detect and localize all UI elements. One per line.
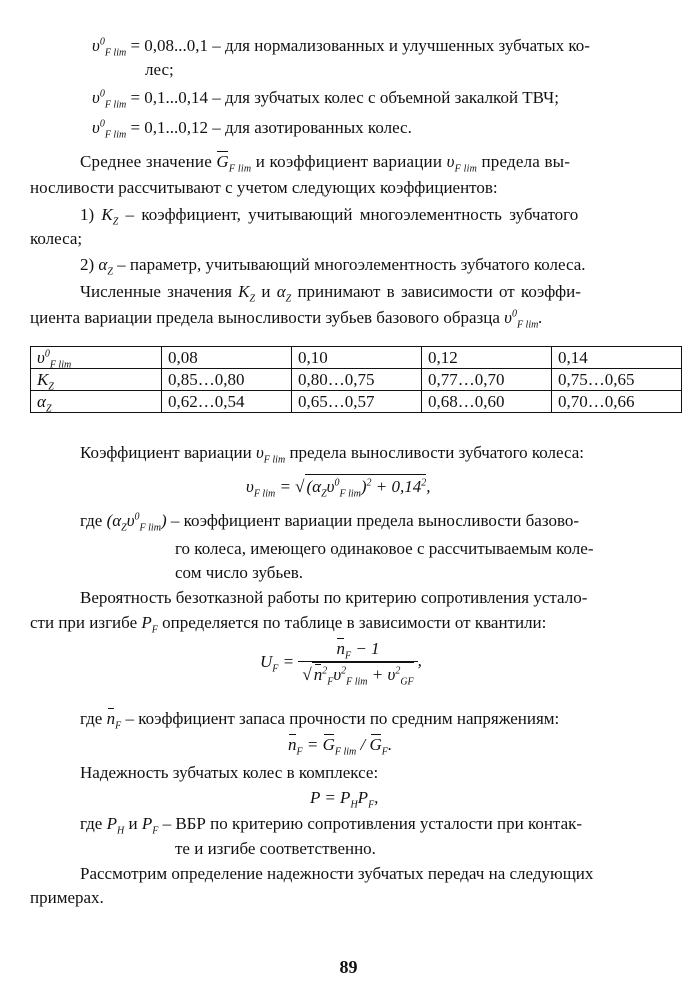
table-cell: 0,80…0,75 bbox=[292, 369, 422, 391]
table-cell: 0,65…0,57 bbox=[292, 391, 422, 413]
list-item-1-cont: колеса; bbox=[30, 229, 83, 248]
table-cell: 0,12 bbox=[422, 347, 552, 369]
paragraph-mean-value-cont: носливости рассчитывают с учетом следующих коэффициентов: bbox=[30, 178, 498, 197]
table-row: $\alpha_Z$ 0,62…0,54 0,65…0,57 0,68…0,60 0,70…0,66 bbox=[31, 391, 682, 413]
table-cell: 0,62…0,54 bbox=[162, 391, 292, 413]
where-clause-1: где $(\alpha_Z\upsilon^0_{F lim})$ – коэффициент вариации предела выносливости базово- bbox=[80, 511, 580, 534]
sigma-symbol: $G_{F lim}$ bbox=[216, 152, 252, 175]
paragraph-probability-cont: сти при изгибе $P_F$ определяется по таблице в зависимости от квантили: bbox=[30, 613, 547, 636]
formula-variation-coef: $\upsilon_{F lim}$ = √ $(\alpha_Z\upsilon^0_{F lim})^2 + 0,14^2$, bbox=[246, 474, 431, 499]
variation-coef-line-1-cont: лес; bbox=[145, 60, 174, 79]
table-cell: 0,85…0,80 bbox=[162, 369, 292, 391]
upsilon-symbol: $\upsilon^0_{F lim}$ bbox=[92, 118, 127, 141]
paragraph-reliability: Надежность зубчатых колес в комплексе: bbox=[80, 763, 379, 782]
upsilon-symbol: $\upsilon^0_{F lim}$ bbox=[92, 88, 127, 111]
page-number: 89 bbox=[339, 957, 358, 977]
table-row: $K_Z$ 0,85…0,80 0,80…0,75 0,77…0,70 0,75…0,65 bbox=[31, 369, 682, 391]
table-cell: 0,70…0,66 bbox=[552, 391, 682, 413]
table-cell: 0,10 bbox=[292, 347, 422, 369]
upsilon-symbol: $\upsilon^0_{F lim}$ bbox=[92, 36, 127, 59]
table-cell: 0,08 bbox=[162, 347, 292, 369]
paragraph-examples: Рассмотрим определение надежности зубчатых передач на следующих bbox=[80, 864, 594, 883]
where-clause-2: где $n_F$ – коэффициент запаса прочности по средним напряжениям: bbox=[80, 709, 560, 732]
list-item-1: 1) $K_Z$ – коэффициент, учитывающий многоэлементность зубчатого bbox=[80, 205, 579, 228]
table-cell: 0,14 bbox=[552, 347, 682, 369]
variation-coef-line-1: $\upsilon^0_{F lim} = 0,08...0,1$ – для нормализованных и улучшенных зубчатых ко- bbox=[92, 36, 590, 59]
list-item-2: 2) $\alpha_Z$ – параметр, учитывающий многоэлементность зубчатого колеса. bbox=[80, 255, 586, 278]
where-clause-1-cont: го колеса, имеющего одинаковое с рассчитываемым коле- bbox=[175, 539, 594, 558]
table-cell: 0,77…0,70 bbox=[422, 369, 552, 391]
variation-coef-line-3: $\upsilon^0_{F lim} = 0,1...0,12$ – для азотированных колес. bbox=[92, 118, 412, 141]
variation-coef-line-2: $\upsilon^0_{F lim} = 0,1...0,14$ – для зубчатых колес с объемной закалкой ТВЧ; bbox=[92, 88, 559, 111]
formula-quantile: $U_F$ = $\frac{n_F - 1}{√ n^2_F\upsilon^2_{F lim} + \upsilon^2_{GF}}$ , bbox=[260, 639, 422, 688]
table-cell: 0,68…0,60 bbox=[422, 391, 552, 413]
paragraph-examples-cont: примерах. bbox=[30, 888, 104, 907]
paragraph-mean-value: Среднее значение $G_{F lim}$ и коэффициент вариации $\upsilon_{F lim}$ предела вы- bbox=[80, 152, 571, 175]
formula-reliability: $P = P_HP_F$, bbox=[310, 788, 379, 811]
upsilon-symbol: $\upsilon_{F lim}$ bbox=[446, 152, 477, 175]
paragraph-variation-coef: Коэффициент вариации $\upsilon_{F lim}$ предела выносливости зубчатого колеса: bbox=[80, 443, 585, 466]
where-clause-1-cont2: сом число зубьев. bbox=[175, 563, 304, 582]
table-row: $\upsilon^0_{F lim}$ 0,08 0,10 0,12 0,14 bbox=[31, 347, 682, 369]
where-clause-3-cont: те и изгибе соответственно. bbox=[175, 839, 376, 858]
paragraph-numeric-values-cont: циента вариации предела выносливости зубьев базового образца $\upsilon^0_{F lim}$. bbox=[30, 308, 543, 331]
coefficient-table bbox=[30, 346, 682, 413]
formula-safety-factor: $n_F = G_{F lim} / G_F$. bbox=[288, 735, 393, 758]
table-cell: 0,75…0,65 bbox=[552, 369, 682, 391]
paragraph-numeric-values: Численные значения $K_Z$ и $\alpha_Z$ принимают в зависимости от коэффи- bbox=[80, 282, 581, 305]
where-clause-3: где $P_H$ и $P_F$ – ВБР по критерию сопротивления усталости при контак- bbox=[80, 814, 583, 837]
paragraph-probability: Вероятность безотказной работы по критерию сопротивления устало- bbox=[80, 588, 588, 607]
